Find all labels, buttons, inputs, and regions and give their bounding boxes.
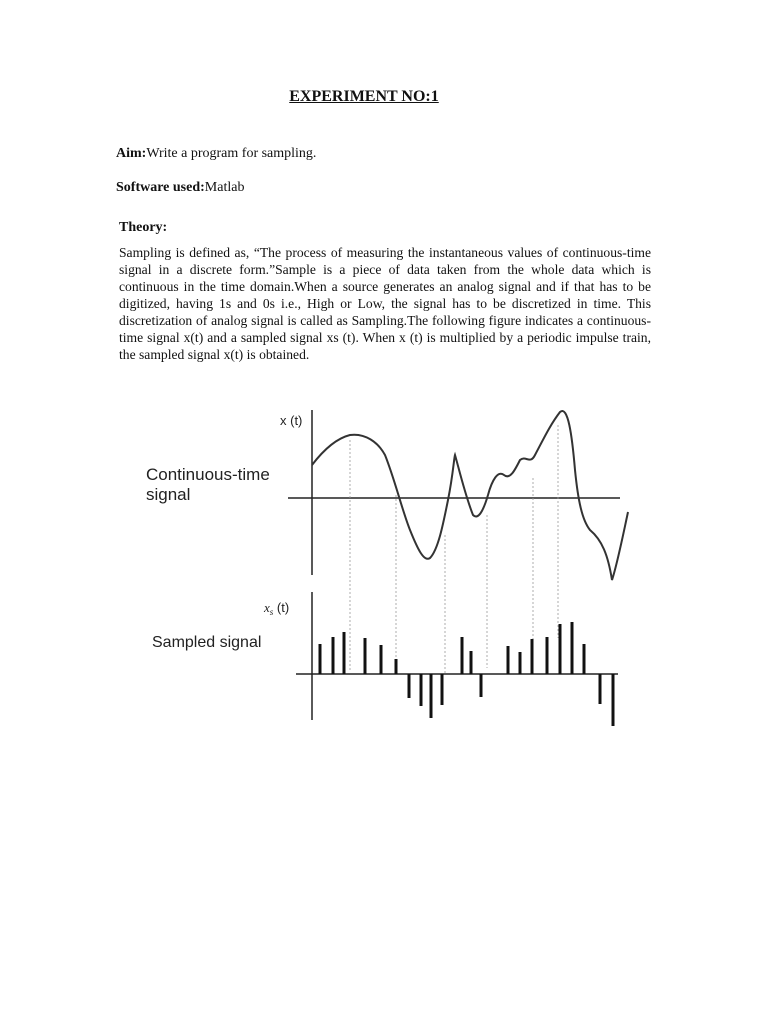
continuous-signal-label-2: signal — [146, 485, 191, 504]
software-text: Matlab — [204, 180, 245, 195]
sampled-axis-label-sub: s — [269, 607, 274, 617]
continuous-axis-label: x (t) — [280, 413, 303, 428]
sampled-axis-label — [263, 600, 289, 617]
aim-text: Write a program for sampling. — [146, 146, 317, 161]
sampled-axis-label-tail: (t) — [273, 600, 290, 615]
sampled-signal-label: Sampled signal — [152, 634, 262, 651]
aim-line — [116, 146, 316, 162]
theory-paragraph: Sampling is defined as, “The process of measuring the instantaneous values of continuous-time signal in a discrete form.”Sample is a piece of data taken from the whole data which is continuous in the time domain.When a source generates an analog signal and if that has to be digitized, having 1s and 0s i.e., High or Low, the signal has to be discretized in time. This discretization of analog signal is called as Sampling.The following figure indicates a continuous-time signal x(t) and a sampled signal xs (t). When x (t) is multiplied by a periodic impulse train, the sampled signal x(t) is obtained. — [119, 245, 651, 362]
sampled-axis-label-main: x — [264, 600, 270, 615]
aim-label: Aim: — [116, 146, 147, 161]
sampling-figure — [140, 400, 640, 730]
software-line — [116, 180, 244, 196]
software-label: Software used: — [116, 180, 205, 195]
continuous-signal-curve — [312, 411, 628, 580]
experiment-title: EXPERIMENT NO:1 — [289, 88, 439, 105]
continuous-signal-label-1: Continuous-time — [146, 465, 270, 484]
theory-heading: Theory: — [119, 220, 168, 235]
